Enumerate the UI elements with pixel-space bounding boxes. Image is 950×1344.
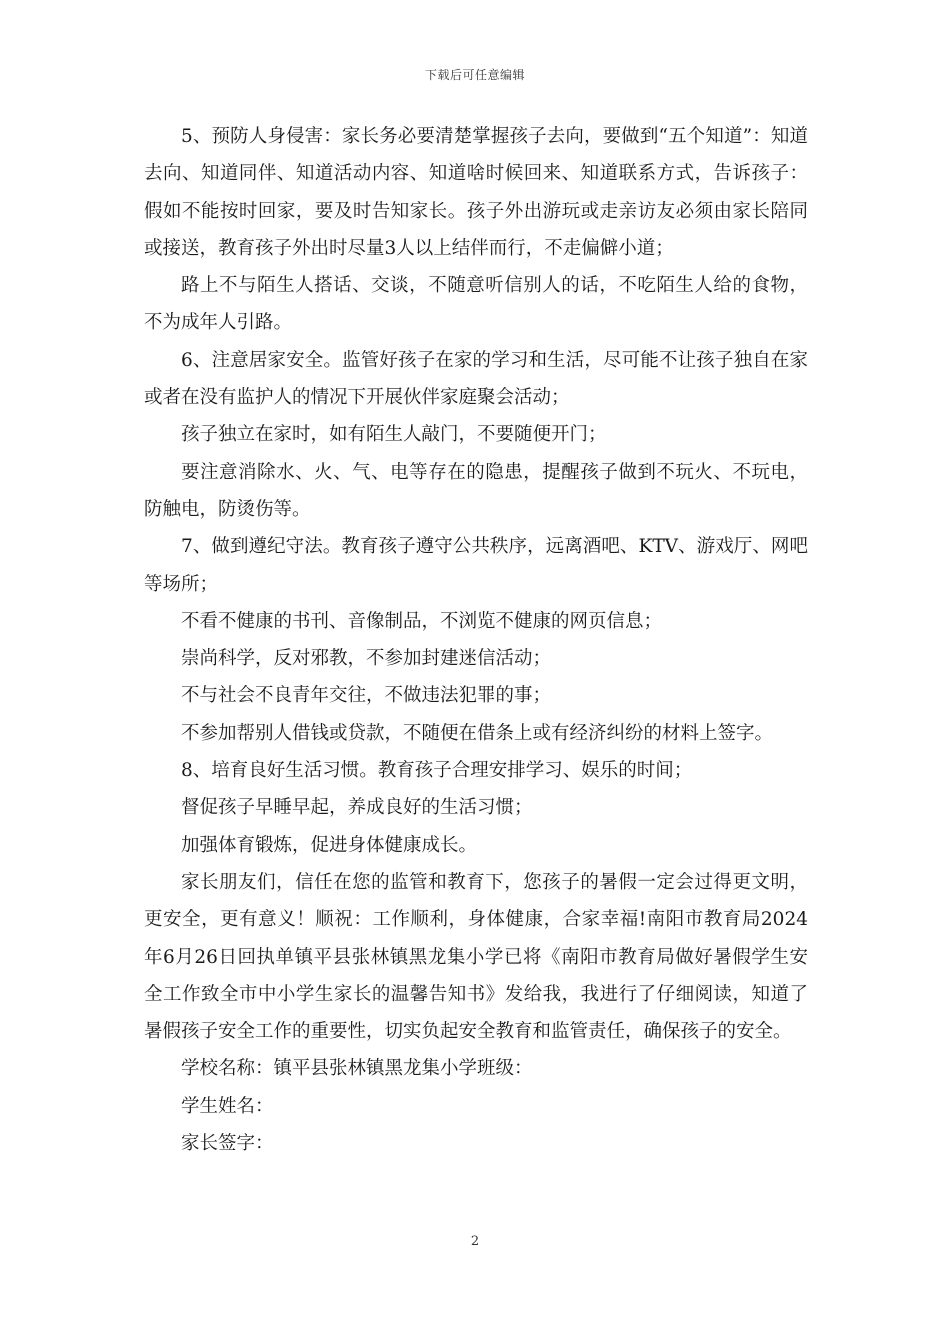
field-parent-signature: 家长签字： xyxy=(181,1133,274,1155)
paragraph-closing-and-receipt: 家长朋友们，信任在您的监管和教育下，您孩子的暑假一定会过得更文明，更安全，更有意义！顺祝：工作顺利，身体健康，合家幸福!南阳市教育局2024年6月26日回执单镇平县张林镇黑龙集小学已将《南阳市教育局做好暑假学生安全工作致全市中小学生家长的温馨告知书》发给我，我进行了仔细阅读，知道了暑假孩子安全工作的重要性，切实负起安全教育和监管责任，确保孩子的安全。 xyxy=(144,871,808,1043)
paragraph-hazards: 要注意消除水、火、气、电等存在的隐患，提醒孩子做到不玩火、不玩电，防触电，防烫伤等。 xyxy=(144,461,808,520)
paragraph-item-7-law: 7、做到遵纪守法。教育孩子遵守公共秩序，远离酒吧、KTV、游戏厅、网吧等场所； xyxy=(144,536,808,595)
paragraph-item-8-habits: 8、培育良好生活习惯。教育孩子合理安排学习、娱乐的时间； xyxy=(181,760,693,782)
paragraph-bad-company: 不与社会不良青年交往，不做违法犯罪的事； xyxy=(181,685,552,707)
page-number: 2 xyxy=(470,1234,480,1249)
paragraph-exercise: 加强体育锻炼，促进身体健康成长。 xyxy=(181,834,478,856)
paragraph-item-5-personal-safety: 5、预防人身侵害：家长务必要清楚掌握孩子去向，要做到“五个知道”：知道去向、知道同伴、知道活动内容、知道啥时候回来、知道联系方式，告诉孩子：假如不能按时回家，要及时告知家长。孩子外出游玩或走亲访友必须由家长陪同或接送，教育孩子外出时尽量3人以上结伴而行，不走偏僻小道； xyxy=(144,126,808,259)
paragraph-alone-at-home: 孩子独立在家时，如有陌生人敲门，不要随便开门； xyxy=(181,424,607,446)
paragraph-stranger-rules: 路上不与陌生人搭话、交谈，不随意听信别人的话，不吃陌生人给的食物，不为成年人引路。 xyxy=(144,275,808,334)
paragraph-early-sleep: 督促孩子早睡早起，养成良好的生活习惯； xyxy=(181,797,533,819)
page-header: 下载后可任意编辑 xyxy=(424,68,525,82)
field-student-name: 学生姓名： xyxy=(181,1095,274,1117)
paragraph-unhealthy-media: 不看不健康的书刊、音像制品，不浏览不健康的网页信息； xyxy=(181,610,663,632)
paragraph-loans: 不参加帮别人借钱或贷款，不随便在借条上或有经济纠纷的材料上签字。 xyxy=(181,722,774,744)
paragraph-science: 崇尚科学，反对邪教，不参加封建迷信活动； xyxy=(181,648,552,670)
document-body xyxy=(144,118,808,1162)
field-school-name: 学校名称：镇平县张林镇黑龙集小学班级： xyxy=(181,1058,533,1080)
paragraph-item-6-home-safety: 6、注意居家安全。监管好孩子在家的学习和生活，尽可能不让孩子独自在家或者在没有监护人的情况下开展伙伴家庭聚会活动； xyxy=(144,349,808,409)
